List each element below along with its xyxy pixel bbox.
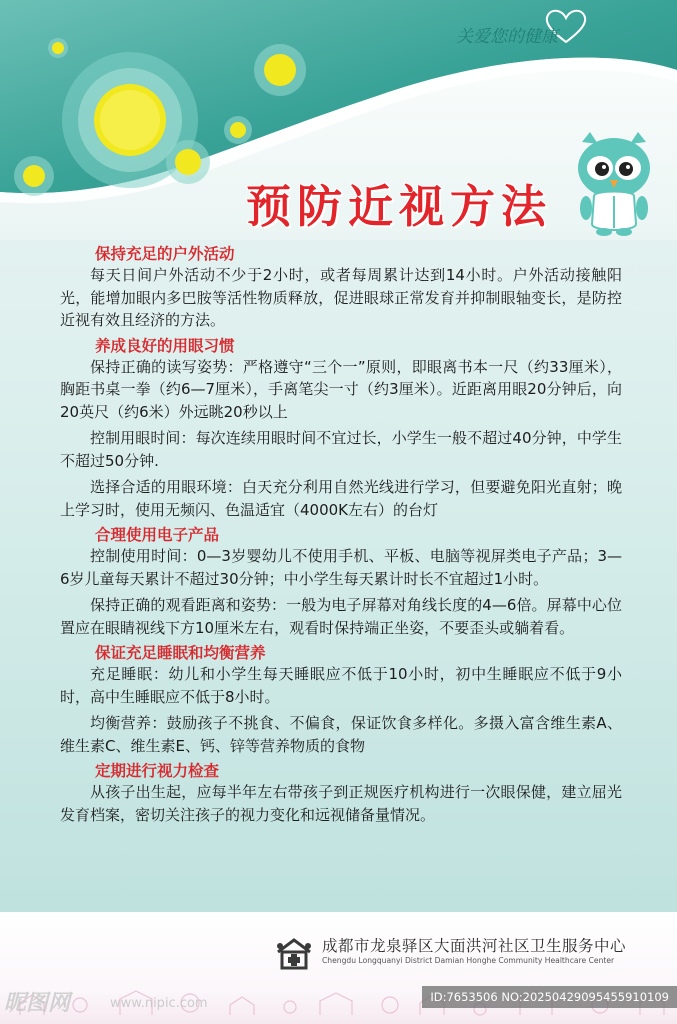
section-paragraph: 保持正确的观看距离和姿势：一般为电子屏幕对角线长度的4—6倍。屏幕中心位置应在眼睛视线下方10厘米左右，观看时保持端正坐姿，不要歪头或躺着看。 [60, 596, 622, 637]
section-paragraph: 从孩子出生起，应每半年左右带孩子到正规医疗机构进行一次眼保健，建立屈光发育档案，密切关注孩子的视力变化和远视储备量情况。 [60, 783, 622, 824]
slogan-text: 关爱您的健康 [456, 27, 558, 47]
section-paragraph: 每天日间户外活动不少于2小时，或者每周累计达到14小时。户外活动接触阳光，能增加眼内多巴胺等活性物质释放，促进眼球正常发育并抑制眼轴变长，是防控近视有效且经济的方法。 [60, 266, 622, 329]
section-heading: 保持充足的户外活动 [95, 245, 235, 263]
watermark-id: ID:7653506 NO:20250429095455910109 [422, 986, 677, 1008]
organization-name-en: Chengdu Longquanyi District Damian Honghe Community Healthcare Center [322, 956, 615, 965]
section-paragraph: 控制用眼时间：每次连续用眼时间不宜过长，小学生一般不超过40分钟，中学生不超过50分钟. [60, 429, 622, 470]
section-paragraph: 选择合适的用眼环境：白天充分利用自然光线进行学习，但要避免阳光直射；晚上学习时，使用无频闪、色温适宜（4000K左右）的台灯 [60, 478, 622, 519]
health-center-logo-icon [274, 936, 314, 970]
section-vision-check [60, 761, 622, 826]
organization-name-cn: 成都市龙泉驿区大面洪河社区卫生服务中心 [322, 937, 627, 955]
owl-mascot-icon [572, 128, 656, 238]
section-sleep-nutrition [60, 643, 622, 757]
section-outdoor [60, 244, 622, 332]
section-paragraph: 控制使用时间：0—3岁婴幼儿不使用手机、平板、电脑等视屏类电子产品；3—6岁儿童每天累计不超过30分钟；中小学生每天累计时长不宜超过1小时。 [60, 547, 622, 588]
poster-title: 预防近视方法 [246, 180, 553, 233]
section-paragraph: 保持正确的读写姿势：严格遵守“三个一”原则，即眼离书本一尺（约33厘米），胸距书桌一拳（约6—7厘米），手离笔尖一寸（约3厘米）。近距离用眼20分钟后，向20英尺（约6米）外远眺20秒以上 [60, 357, 622, 421]
section-heading: 合理使用电子产品 [95, 526, 220, 544]
section-paragraph: 均衡营养：鼓励孩子不挑食、不偏食，保证饮食多样化。多摄入富含维生素A、维生素C、维生素E、钙、锌等营养物质的食物 [60, 714, 622, 755]
section-heading: 保证充足睡眠和均衡营养 [95, 644, 266, 662]
section-heading: 养成良好的用眼习惯 [95, 336, 235, 355]
content-body [60, 244, 622, 830]
section-electronics [60, 525, 622, 639]
watermark-site: 昵图网 [4, 991, 71, 1016]
watermark-url: www.nipic.com [110, 996, 208, 1011]
section-eye-habits [60, 336, 622, 522]
section-heading: 定期进行视力检查 [95, 762, 220, 780]
section-paragraph: 充足睡眠：幼儿和小学生每天睡眠应不低于10小时，初中生睡眠应不低于9小时，高中生睡眠应不低于8小时。 [60, 665, 622, 706]
